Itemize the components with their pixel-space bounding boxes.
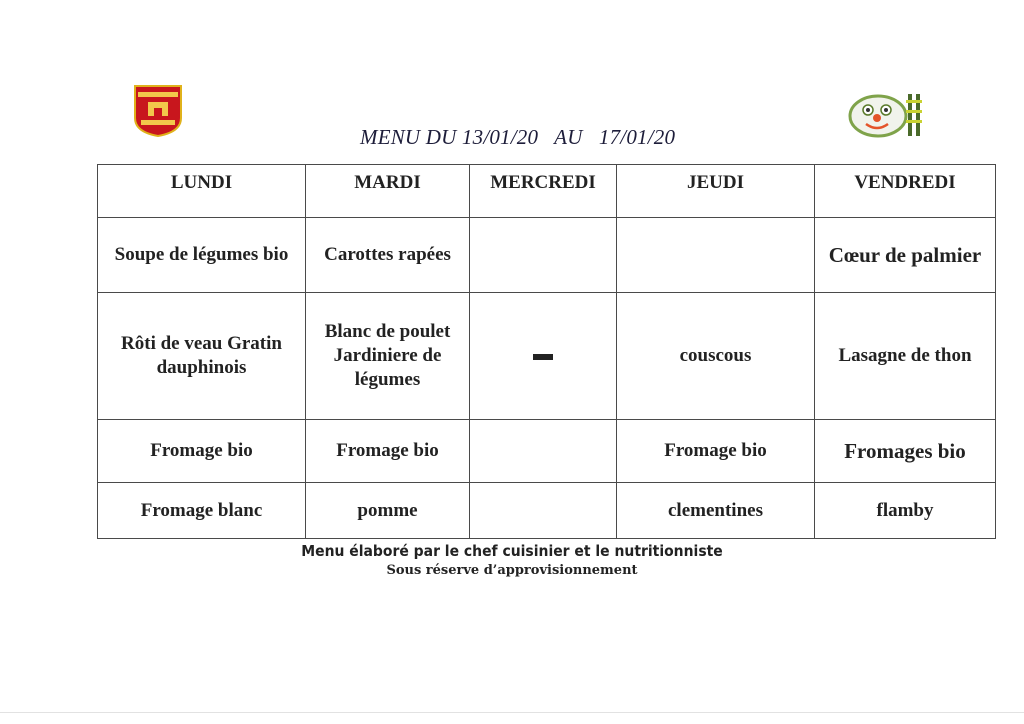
menu-cell: Soupe de légumes bio bbox=[98, 218, 306, 293]
menu-cell: Cœur de palmier bbox=[815, 218, 996, 293]
day-header: JEUDI bbox=[617, 165, 815, 218]
menu-cell: Carottes rapées bbox=[306, 218, 470, 293]
menu-cell bbox=[617, 218, 815, 293]
dash-mark bbox=[533, 354, 553, 360]
menu-cell: clementines bbox=[617, 483, 815, 539]
menu-cell: couscous bbox=[617, 293, 815, 420]
menu-cell: pomme bbox=[306, 483, 470, 539]
menu-cell: Fromage bio bbox=[306, 420, 470, 483]
menu-cell-dash bbox=[470, 293, 617, 420]
menu-cell: Lasagne de thon bbox=[815, 293, 996, 420]
town-crest-logo bbox=[133, 84, 183, 138]
day-header: VENDREDI bbox=[815, 165, 996, 218]
menu-cell: Fromage bio bbox=[98, 420, 306, 483]
menu-cell: Fromage blanc bbox=[98, 483, 306, 539]
menu-cell: Fromage bio bbox=[617, 420, 815, 483]
menu-cell bbox=[470, 420, 617, 483]
chef-note: Menu élaboré par le chef cuisinier et le nutritionniste bbox=[301, 542, 723, 560]
page-bottom-line bbox=[0, 712, 1024, 713]
menu-cell bbox=[470, 218, 617, 293]
day-header: LUNDI bbox=[98, 165, 306, 218]
menu-cell bbox=[470, 483, 617, 539]
day-header: MERCREDI bbox=[470, 165, 617, 218]
child-face-plate-icon bbox=[846, 90, 928, 140]
menu-row-main bbox=[98, 293, 996, 420]
day-header-row bbox=[98, 165, 996, 218]
menu-row-dessert bbox=[98, 483, 996, 539]
menu-cell: Fromages bio bbox=[815, 420, 996, 483]
menu-cell: flamby bbox=[815, 483, 996, 539]
menu-title: MENU DU 13/01/20 AU 17/01/20 bbox=[360, 125, 676, 149]
menu-row-starter bbox=[98, 218, 996, 293]
day-header: MARDI bbox=[306, 165, 470, 218]
weekly-menu-table bbox=[97, 164, 996, 539]
menu-row-cheese bbox=[98, 420, 996, 483]
menu-cell: Rôti de veau Gratin dauphinois bbox=[98, 293, 306, 420]
supply-disclaimer: Sous réserve d’approvisionnement bbox=[386, 563, 638, 578]
menu-cell: Blanc de poulet Jardiniere de légumes bbox=[306, 293, 470, 420]
